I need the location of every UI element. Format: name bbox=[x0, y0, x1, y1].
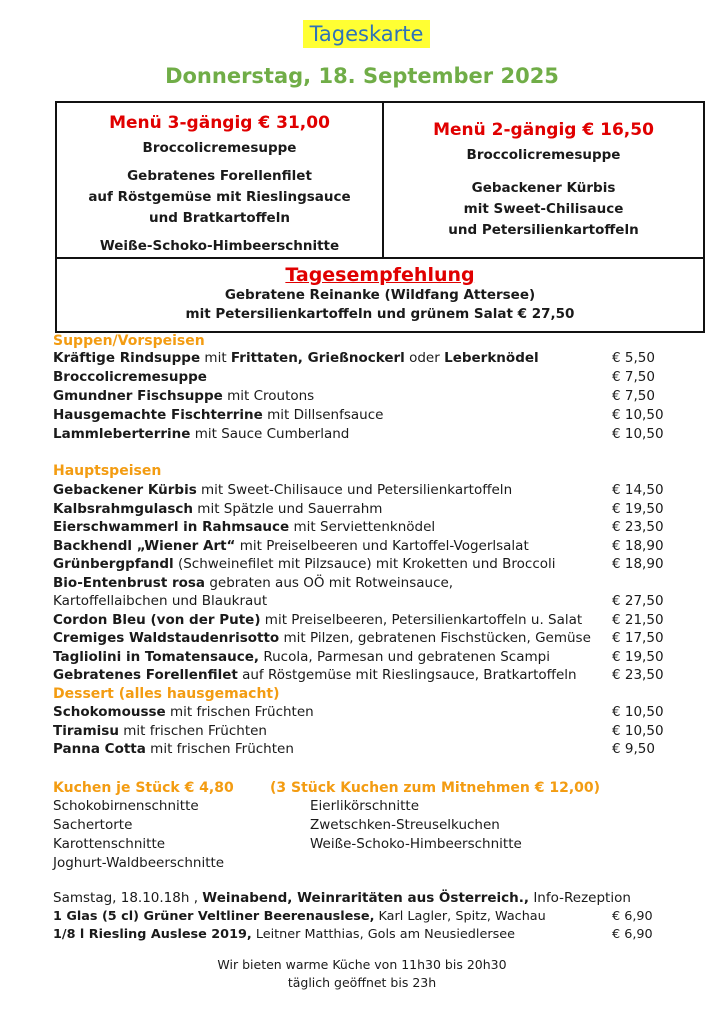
dessert-heading: Dessert (alles hausgemacht) bbox=[53, 686, 280, 702]
main-price: € 18,90 bbox=[612, 556, 664, 572]
wine-item bbox=[53, 927, 515, 942]
dish-name: Kräftige Rindsuppe bbox=[53, 350, 201, 366]
main-price: € 27,50 bbox=[612, 593, 664, 609]
main-item bbox=[53, 593, 613, 609]
wine-event-title: Weinabend, Weinraritäten aus Österreich., bbox=[202, 890, 530, 906]
soups-heading: Suppen/Vorspeisen bbox=[53, 333, 205, 349]
cake-item: Zwetschken-Streuselkuchen bbox=[310, 817, 500, 833]
dessert-item bbox=[53, 723, 613, 739]
dish-description: mit Dillsenfsauce bbox=[262, 407, 384, 423]
dish-description: (Schweinefilet mit Pilzsauce) mit Kroketten und Broccoli bbox=[173, 556, 556, 572]
soup-price: € 7,50 bbox=[612, 388, 655, 404]
dish-name: Frittaten, Grießnockerl bbox=[230, 350, 405, 366]
cake-item: Joghurt-Waldbeerschnitte bbox=[53, 855, 225, 871]
soup-item bbox=[53, 369, 613, 385]
dish-description: auf Röstgemüse mit Rieslingsauce, Bratkartoffeln bbox=[237, 667, 577, 683]
soup-item bbox=[53, 407, 613, 423]
dish-name: Hausgemachte Fischterrine bbox=[53, 407, 263, 423]
dish-name: Tagliolini in Tomatensauce, bbox=[53, 648, 260, 665]
daily-recommendation-box bbox=[55, 257, 705, 333]
dish-name: Eierschwammerl in Rahmsauce bbox=[53, 519, 290, 535]
soup-price: € 7,50 bbox=[612, 369, 655, 385]
soup-price: € 5,50 bbox=[612, 350, 655, 366]
main-item bbox=[53, 519, 613, 535]
main-price: € 21,50 bbox=[612, 611, 664, 628]
cake-item: Weiße-Schoko-Himbeerschnitte bbox=[310, 836, 522, 852]
menu-2-course bbox=[384, 103, 703, 241]
menu-3-course-1: Broccolicremesuppe bbox=[142, 140, 297, 156]
dish-description: mit bbox=[200, 350, 231, 366]
wine-item bbox=[53, 909, 546, 924]
main-price: € 17,50 bbox=[612, 630, 664, 646]
mains-heading: Hauptspeisen bbox=[53, 463, 162, 479]
menu-2-course-2-line-1: Gebackener Kürbis bbox=[471, 180, 616, 196]
menu-3-course-2-line-1: Gebratenes Forellenfilet bbox=[127, 168, 312, 184]
main-price: € 18,90 bbox=[612, 537, 664, 554]
main-item bbox=[53, 630, 613, 646]
menu-3-course-3: Weiße-Schoko-Himbeerschnitte bbox=[99, 238, 340, 254]
dish-description: Kartoffellaibchen und Blaukraut bbox=[53, 593, 268, 609]
main-item bbox=[53, 482, 613, 498]
dish-name: Bio-Entenbrust rosa bbox=[53, 574, 206, 591]
soup-price: € 10,50 bbox=[612, 407, 664, 423]
recommendation-line-1: Gebratene Reinanke (Wildfang Attersee) bbox=[224, 287, 536, 303]
wine-producer: Leitner Matthias, Gols am Neusiedlersee bbox=[251, 927, 515, 942]
dish-name: Lammleberterrine bbox=[53, 426, 191, 442]
main-item bbox=[53, 575, 613, 591]
cake-item: Karottenschnitte bbox=[53, 836, 166, 852]
dish-name: Cordon Bleu (von der Pute) bbox=[53, 611, 261, 628]
soup-item bbox=[53, 426, 613, 442]
page-title: Tageskarte bbox=[303, 20, 430, 48]
dish-name: Backhendl „Wiener Art“ bbox=[53, 537, 236, 554]
menu-2-course-2-line-3: und Petersilienkartoffeln bbox=[448, 222, 639, 238]
cake-item: Sachertorte bbox=[53, 817, 133, 833]
dish-name: Tiramisu bbox=[53, 722, 119, 739]
menu-2-course-2-line-2: mit Sweet-Chilisauce bbox=[463, 201, 624, 217]
wine-producer: Karl Lagler, Spitz, Wachau bbox=[374, 909, 546, 924]
soup-price: € 10,50 bbox=[612, 426, 664, 442]
dish-name: Gebackener Kürbis bbox=[53, 482, 197, 498]
recommendation-title: Tagesempfehlung bbox=[285, 264, 475, 286]
menu-3-course bbox=[57, 103, 382, 257]
dish-name: Gebratenes Forellenfilet bbox=[53, 667, 238, 683]
recommendation-line-2: mit Petersilienkartoffeln und grünem Salat € 27,50 bbox=[185, 306, 575, 322]
dessert-item bbox=[53, 704, 613, 720]
main-price: € 19,50 bbox=[612, 500, 664, 517]
soup-item bbox=[53, 350, 613, 366]
main-price: € 14,50 bbox=[612, 482, 664, 498]
dish-name: Grünbergpfandl bbox=[53, 556, 174, 572]
cakes-takeaway-heading: (3 Stück Kuchen zum Mitnehmen € 12,00) bbox=[270, 780, 601, 796]
dish-description: mit frischen Früchten bbox=[145, 741, 294, 757]
dish-description: Rucola, Parmesan und gebratenen Scampi bbox=[259, 648, 550, 665]
dessert-price: € 9,50 bbox=[612, 741, 655, 757]
dish-description: gebraten aus OÖ mit Rotweinsauce, bbox=[205, 574, 454, 591]
dish-name: Broccolicremesuppe bbox=[53, 369, 207, 385]
cake-item: Eierlikörschnitte bbox=[310, 798, 419, 814]
wine-price: € 6,90 bbox=[612, 909, 653, 924]
footer-kitchen-hours: Wir bieten warme Küche von 11h30 bis 20h30 bbox=[217, 957, 507, 972]
menu-3-title: Menü 3-gängig € 31,00 bbox=[109, 113, 330, 133]
menu-3-course-2-line-3: und Bratkartoffeln bbox=[149, 210, 290, 226]
dish-name: Panna Cotta bbox=[53, 741, 146, 757]
menu-2-title: Menü 2-gängig € 16,50 bbox=[433, 120, 654, 140]
dish-description: mit Sweet-Chilisauce und Petersilienkartoffeln bbox=[196, 482, 513, 498]
main-item bbox=[53, 538, 613, 554]
wine-event-info: Info-Rezeption bbox=[533, 890, 631, 906]
dish-name: Schokomousse bbox=[53, 704, 166, 720]
dish-description: mit frischen Früchten bbox=[118, 722, 267, 739]
dish-description: mit Pilzen, gebratenen Fischstücken, Gemüse bbox=[279, 630, 591, 646]
dish-description: mit Preiselbeeren, Petersilienkartoffeln u. Salat bbox=[260, 611, 583, 628]
main-price: € 19,50 bbox=[612, 648, 664, 665]
dish-name: Gmundner Fischsuppe bbox=[53, 388, 223, 404]
wine-name: 1/8 l Riesling Auslese 2019, bbox=[53, 927, 252, 942]
dish-description: mit Serviettenknödel bbox=[289, 519, 436, 535]
dish-name: Leberknödel bbox=[444, 350, 539, 366]
dessert-price: € 10,50 bbox=[612, 704, 664, 720]
wine-event-date: Samstag, 18.10.18h , bbox=[53, 890, 198, 906]
footer-opening-hours: täglich geöffnet bis 23h bbox=[287, 975, 437, 990]
wine-price: € 6,90 bbox=[612, 927, 653, 942]
dish-description: mit frischen Früchten bbox=[165, 704, 314, 720]
dessert-price: € 10,50 bbox=[612, 722, 664, 739]
main-price: € 23,50 bbox=[612, 519, 664, 535]
dish-description: mit Croutons bbox=[222, 388, 315, 404]
dish-name: Cremiges Waldstaudenrisotto bbox=[53, 630, 280, 646]
main-item bbox=[53, 556, 613, 572]
main-item bbox=[53, 501, 613, 517]
soup-item bbox=[53, 388, 613, 404]
wine-event bbox=[53, 890, 631, 906]
dish-description: mit Sauce Cumberland bbox=[190, 426, 350, 442]
main-item bbox=[53, 667, 613, 683]
menu-date: Donnerstag, 18. September 2025 bbox=[165, 64, 559, 88]
main-price: € 23,50 bbox=[612, 667, 664, 683]
set-menus-box bbox=[55, 101, 705, 259]
dish-name: Kalbsrahmgulasch bbox=[53, 500, 194, 517]
dessert-item bbox=[53, 741, 613, 757]
dish-description: mit Preiselbeeren und Kartoffel-Vogerlsalat bbox=[235, 537, 529, 554]
cake-item: Schokobirnenschnitte bbox=[53, 798, 199, 814]
main-item bbox=[53, 649, 613, 665]
main-item bbox=[53, 612, 613, 628]
wine-name: 1 Glas (5 cl) Grüner Veltliner Beerenauslese, bbox=[53, 909, 375, 924]
dish-description: mit Spätzle und Sauerrahm bbox=[193, 500, 383, 517]
menu-3-course-2-line-2: auf Röstgemüse mit Rieslingsauce bbox=[88, 189, 351, 205]
dish-description: oder bbox=[404, 350, 445, 366]
cakes-heading: Kuchen je Stück € 4,80 bbox=[53, 780, 234, 796]
menu-2-course-1: Broccolicremesuppe bbox=[466, 147, 621, 163]
